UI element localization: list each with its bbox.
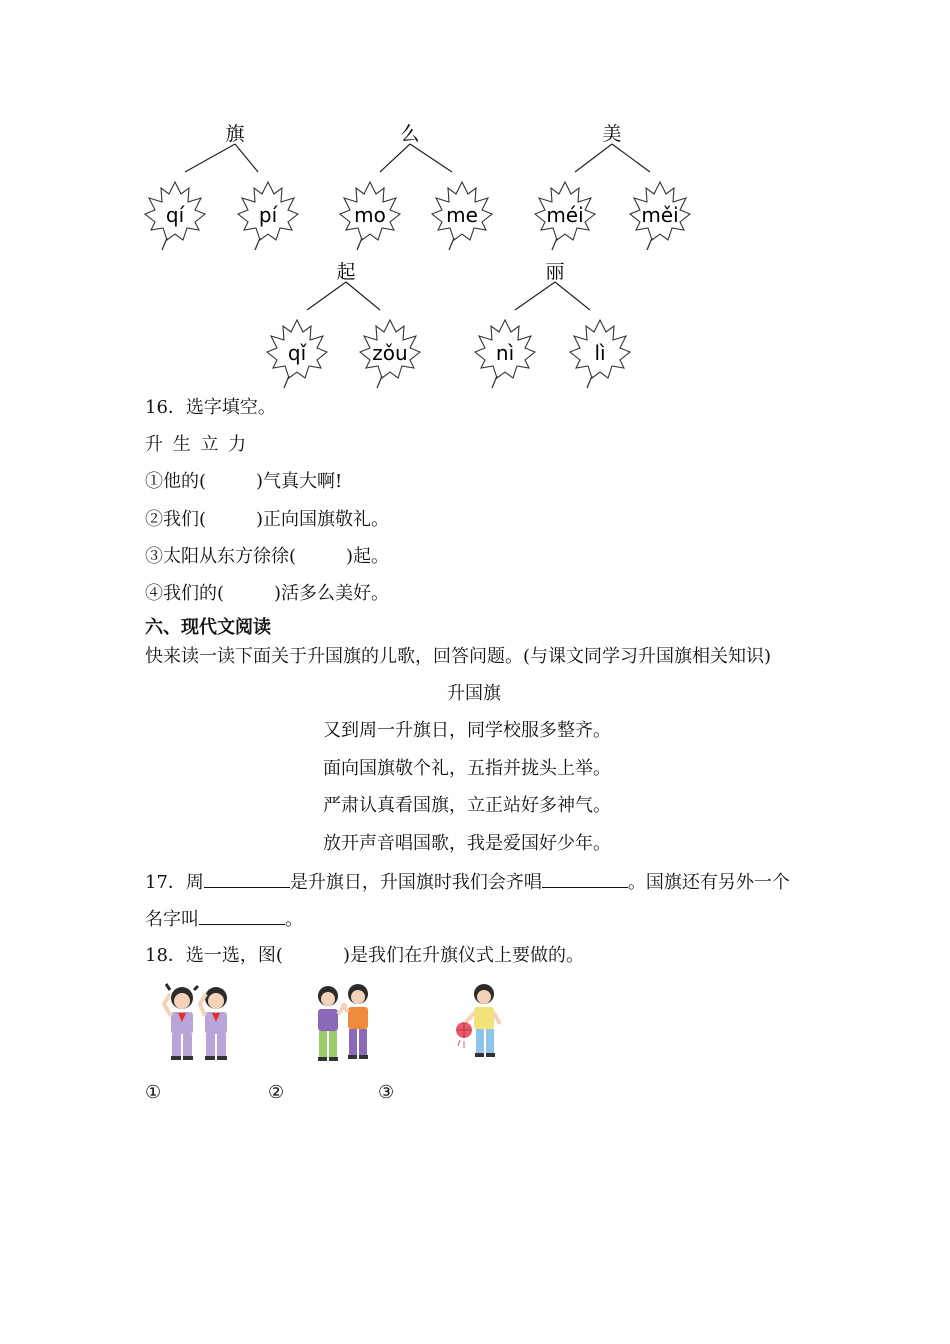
tree-character: 起	[336, 261, 356, 283]
pinyin-option-right: zǒu	[372, 341, 408, 365]
tree-character: 美	[602, 123, 622, 145]
leaf-tree-5	[0, 258, 950, 398]
q16-item-1: ①他的( )气真大啊!	[145, 471, 343, 492]
pinyin-option-left: méi	[546, 203, 584, 227]
question-16-title: 16．选字填空。	[145, 397, 276, 418]
pinyin-option-left: qǐ	[287, 341, 307, 365]
tree-branch-line	[515, 282, 555, 310]
question-17-line-2: 名字叫 。	[145, 906, 303, 932]
tree-branch-line	[612, 144, 650, 172]
ball-playing-child-picture[interactable]	[452, 980, 508, 1062]
question-18: 18．选一选，图( )是我们在升旗仪式上要做的。	[145, 945, 584, 966]
maple-leaf-icon-right	[630, 182, 690, 250]
section-6-heading: 六、现代文阅读	[145, 617, 271, 638]
leaf-tree-3	[0, 120, 950, 260]
section-6-intro: 快来读一读下面关于升国旗的儿歌，回答问题。(与课文同学习升国旗相关知识)	[145, 646, 772, 667]
pinyin-option-left: nì	[495, 341, 515, 365]
saluting-students-picture[interactable]	[160, 980, 238, 1062]
poem-line-1: 又到周一升旗日，同学校服多整齐。	[323, 720, 611, 741]
poem-line-4: 放开声音唱国歌，我是爱国好少年。	[323, 833, 611, 854]
pinyin-option-right: pí	[258, 203, 278, 227]
tree-branch-line	[555, 282, 590, 310]
answer-blank-1[interactable]	[204, 869, 290, 888]
picture-label-1: ①	[145, 1082, 162, 1103]
poem-line-2: 面向国旗敬个礼，五指并拢头上举。	[323, 758, 611, 779]
picture-label-2: ②	[268, 1082, 285, 1103]
pinyin-option-right: me	[446, 203, 478, 227]
q16-item-3: ③太阳从东方徐徐( )起。	[145, 546, 390, 567]
maple-leaf-icon-left	[475, 320, 535, 388]
maple-leaf-icon-left	[535, 182, 595, 250]
maple-leaf-icon-right	[570, 320, 630, 388]
answer-blank-2[interactable]	[542, 869, 628, 888]
pinyin-option-right: měi	[641, 203, 679, 227]
tree-character: 丽	[545, 261, 565, 283]
answer-blank-3[interactable]	[199, 906, 285, 925]
tree-character: 么	[400, 123, 420, 145]
picture-label-3: ③	[378, 1082, 395, 1103]
question-16-options: 升 生 立 力	[145, 434, 247, 455]
q16-item-4: ④我们的( )活多么美好。	[145, 583, 390, 604]
tree-branch-line	[575, 144, 612, 172]
poem-line-3: 严肃认真看国旗，立正站好多神气。	[323, 795, 611, 816]
pinyin-option-left: qí	[165, 203, 185, 227]
chatting-students-picture[interactable]	[308, 982, 380, 1066]
tree-character: 旗	[225, 123, 245, 145]
q16-item-2: ②我们( )正向国旗敬礼。	[145, 509, 390, 530]
pinyin-option-left: mo	[354, 203, 386, 227]
pinyin-option-right: lì	[594, 341, 606, 365]
question-17-line-1: 17．周 是升旗日，升国旗时我们会齐唱 。国旗还有另外一个	[145, 869, 790, 895]
poem-title: 升国旗	[447, 683, 501, 704]
